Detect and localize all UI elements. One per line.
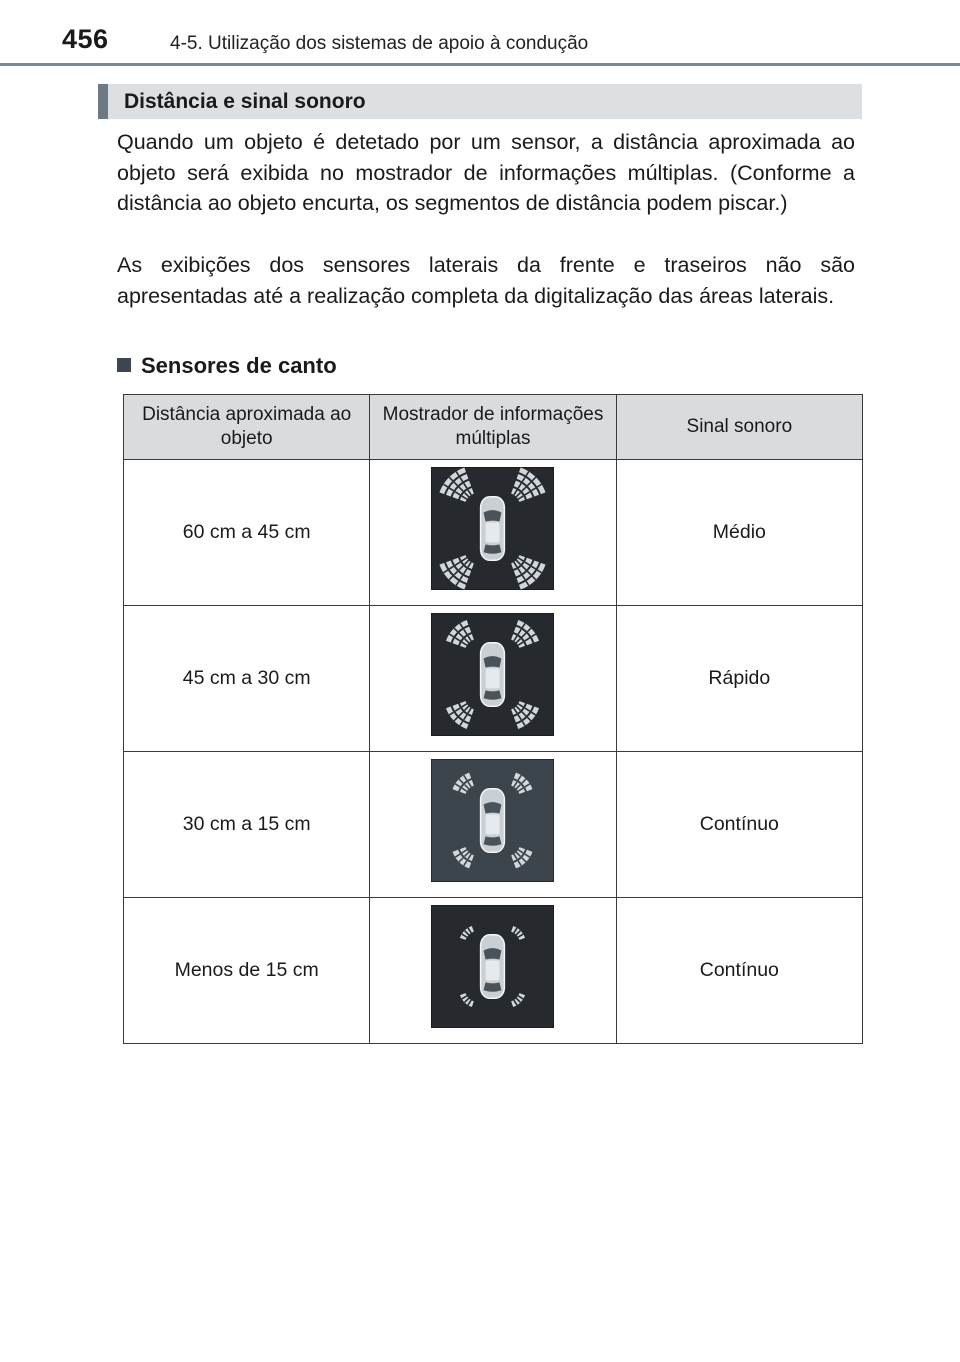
car-corner-sensor-3-segments-icon — [431, 613, 554, 736]
car-windshield — [484, 802, 502, 813]
car-windshield — [484, 510, 502, 521]
page-number: 456 — [62, 24, 109, 54]
car-roof — [486, 815, 500, 835]
square-bullet-icon — [117, 358, 131, 372]
header-display: Mostrador de informações múltiplas — [370, 395, 616, 460]
car-roof — [486, 523, 500, 543]
subheading-text: Sensores de canto — [141, 353, 337, 378]
table-row — [124, 460, 863, 606]
car-rear-window — [484, 982, 502, 991]
running-head: 4-5. Utilização dos sistemas de apoio à condução — [170, 33, 589, 54]
car-roof — [486, 961, 500, 981]
buzzer-cell: Contínuo — [616, 752, 862, 898]
paragraph-2: As exibições dos sensores laterais da frente e traseiros não são apresentadas até a realização completa da digitalização das áreas laterais. — [117, 253, 855, 308]
header-distance: Distância aproximada ao objeto — [124, 395, 370, 460]
paragraph-1: Quando um objeto é detetado por um sensor, a distância aproximada ao objeto será exibida no mostrador de informações múltiplas. (Conforme a distância ao objeto encurta, os segmentos de distância podem piscar.) — [117, 130, 855, 216]
car-corner-sensor-2-segments-icon — [431, 759, 554, 882]
table-header-row — [124, 395, 863, 460]
distance-cell: 60 cm a 45 cm — [124, 460, 370, 606]
car-rear-window — [484, 690, 502, 699]
subheading — [117, 353, 337, 379]
car-corner-sensor-1-segment-icon — [431, 905, 554, 1028]
table-row — [124, 606, 863, 752]
display-cell — [370, 606, 616, 752]
header-buzzer: Sinal sonoro — [616, 395, 862, 460]
display-cell — [370, 752, 616, 898]
car-corner-sensor-4-segments-icon — [431, 467, 554, 590]
corner-sensor-table — [123, 394, 863, 1044]
car-rear-window — [484, 836, 502, 845]
distance-cell: Menos de 15 cm — [124, 898, 370, 1044]
section-heading-bar — [98, 84, 862, 119]
buzzer-cell: Médio — [616, 460, 862, 606]
car-windshield — [484, 948, 502, 959]
distance-cell: 30 cm a 15 cm — [124, 752, 370, 898]
header-rule — [0, 63, 960, 66]
buzzer-cell: Contínuo — [616, 898, 862, 1044]
display-cell — [370, 460, 616, 606]
table-row — [124, 898, 863, 1044]
section-title: Distância e sinal sonoro — [124, 90, 366, 113]
car-rear-window — [484, 544, 502, 553]
table-row — [124, 752, 863, 898]
car-roof — [486, 669, 500, 689]
display-cell — [370, 898, 616, 1044]
car-windshield — [484, 656, 502, 667]
distance-cell: 45 cm a 30 cm — [124, 606, 370, 752]
buzzer-cell: Rápido — [616, 606, 862, 752]
